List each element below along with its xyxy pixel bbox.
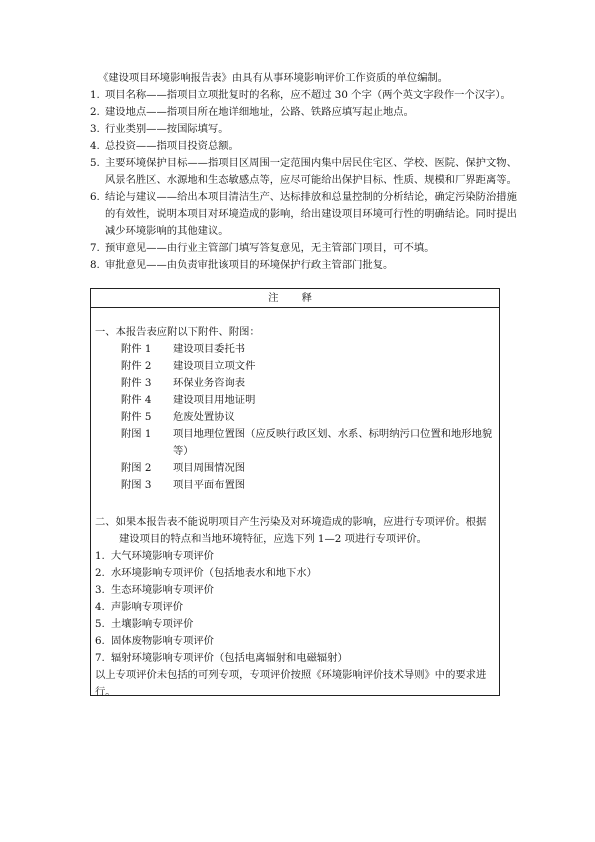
item-number: 1. <box>90 89 100 101</box>
item-text: 建设地点——指项目所在地详细地址，公路、铁路应填写起止地点。 <box>105 106 414 118</box>
item-number: 6. <box>90 191 100 203</box>
attachment-row <box>95 375 495 392</box>
item-number: 7. <box>90 242 100 254</box>
attachment-title: 项目周围情况图 <box>173 462 246 474</box>
notes-body <box>91 308 499 701</box>
item-text: 审批意见——由负责审批该项目的环境保护行政主管部门批复。 <box>105 259 394 271</box>
attachment-id: 附图 3 <box>121 479 152 491</box>
special-assessment-item <box>95 650 495 667</box>
attachment-row <box>95 460 495 477</box>
item-text: 主要环境保护目标——指项目区周围一定范围内集中居民住宅区、学校、医院、保护文物、风景名胜区、水源地和生态敏感点等，应尽可能给出保护目标、性质、规模和厂界距离等。 <box>105 157 517 186</box>
instruction-item <box>90 104 520 121</box>
item-text: 总投资——指项目投资总额。 <box>105 140 239 152</box>
item-text: 声影响专项评价 <box>111 601 184 613</box>
attachment-title: 危废处置协议 <box>173 411 235 423</box>
instruction-item <box>90 138 520 155</box>
item-number: 2. <box>95 567 105 579</box>
item-text: 辐射环境影响专项评价（包括电离辐射和电磁辐射） <box>111 652 348 664</box>
attachment-id: 附图 2 <box>121 462 152 474</box>
attachment-id: 附件 3 <box>121 377 152 389</box>
special-assessment-item <box>95 599 495 616</box>
instruction-item <box>90 240 520 257</box>
attachment-id: 附件 1 <box>121 343 152 355</box>
item-number: 4. <box>95 601 105 613</box>
item-number: 1. <box>95 550 105 562</box>
attachment-id: 附件 4 <box>121 394 152 406</box>
special-assessment-item <box>95 633 495 650</box>
item-text: 水环境影响专项评价（包括地表水和地下水） <box>111 567 317 579</box>
special-assessment-item <box>95 548 495 565</box>
attachment-row <box>95 341 495 358</box>
attachment-row <box>95 392 495 409</box>
attachment-row <box>95 426 495 460</box>
instruction-item <box>90 121 520 138</box>
item-number: 2. <box>90 106 100 118</box>
item-text: 固体废物影响专项评价 <box>111 635 214 647</box>
item-text: 大气环境影响专项评价 <box>111 550 214 562</box>
item-number: 6. <box>95 635 105 647</box>
attachment-title: 项目平面布置图 <box>173 479 246 491</box>
item-number: 5. <box>95 618 105 630</box>
item-text: 项目名称——指项目立项批复时的名称，应不超过 30 个字（两个英文字段作一个汉字）。 <box>105 89 511 101</box>
intro-text: 《建设项目环境影响报告表》由具有从事环境影响评价工作资质的单位编制。 <box>98 72 449 84</box>
attachment-id: 附件 2 <box>121 360 152 372</box>
notes-box <box>90 288 500 696</box>
item-text: 土壤影响专项评价 <box>111 618 194 630</box>
item-number: 5. <box>90 157 100 169</box>
instruction-item <box>90 257 520 274</box>
attachment-row <box>95 409 495 426</box>
item-text: 生态环境影响专项评价 <box>111 584 214 596</box>
item-text: 行业类别——按国际填写。 <box>105 123 229 135</box>
item-number: 4. <box>90 140 100 152</box>
instruction-item <box>90 189 520 240</box>
notes-title: 注 释 <box>91 289 499 308</box>
closing-note: 以上专项评价未包括的可列专项，专项评价按照《环境影响评价技术导则》中的要求进行。 <box>95 669 487 698</box>
item-number: 8. <box>90 259 100 271</box>
instruction-item <box>90 155 520 189</box>
attachment-id: 附图 1 <box>121 428 152 440</box>
special-assessment-item <box>95 582 495 599</box>
item-number: 3. <box>90 123 100 135</box>
attachment-title: 环保业务咨询表 <box>173 377 246 389</box>
instructions <box>90 70 520 274</box>
attachment-title: 建设项目用地证明 <box>173 394 256 406</box>
section-heading-special-assessment: 二、如果本报告表不能说明项目产生污染及对环境造成的影响，应进行专项评价。根据建设项目的特点和当地环境特征，应选下列 1—2 项进行专项评价。 <box>95 516 487 545</box>
attachment-row <box>95 358 495 375</box>
attachment-title: 建设项目立项文件 <box>173 360 256 372</box>
attachment-id: 附件 5 <box>121 411 152 423</box>
attachment-row <box>95 477 495 494</box>
section-heading-attachments: 一、本报告表应附以下附件、附图： <box>95 326 260 338</box>
special-assessment-item <box>95 565 495 582</box>
instruction-item <box>90 87 520 104</box>
attachment-title: 建设项目委托书 <box>173 343 246 355</box>
item-number: 7. <box>95 652 105 664</box>
item-text: 预审意见——由行业主管部门填写答复意见，无主管部门项目，可不填。 <box>105 242 435 254</box>
item-text: 结论与建议——给出本项目清洁生产、达标排放和总量控制的分析结论，确定污染防治措施的有效性，说明本项目对环境造成的影响，给出建设项目环境可行性的明确结论。同时提出减少环境影响的其他建议。 <box>105 191 517 237</box>
item-number: 3. <box>95 584 105 596</box>
attachment-title: 项目地理位置图（应反映行政区划、水系、标明纳污口位置和地形地貌等） <box>173 428 493 457</box>
special-assessment-item <box>95 616 495 633</box>
